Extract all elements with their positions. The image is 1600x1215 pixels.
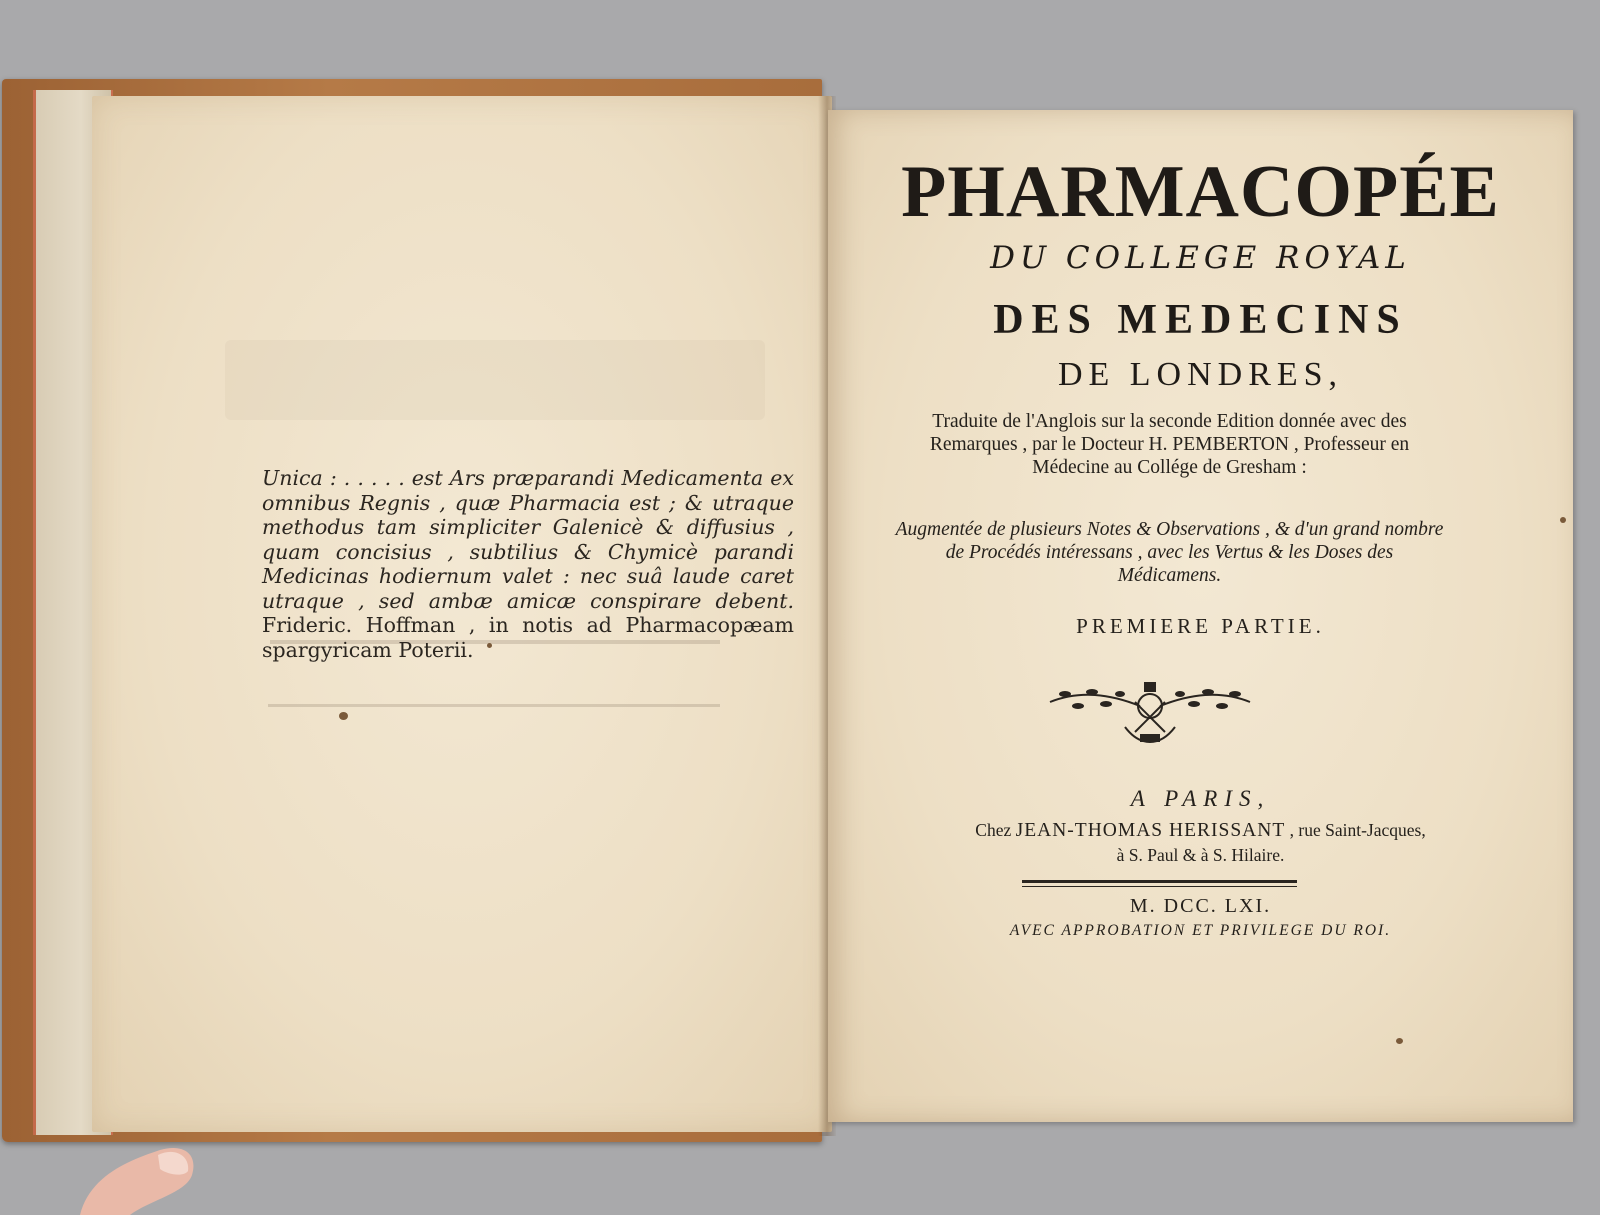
publisher-suffix: , rue Saint-Jacques, (1289, 820, 1426, 840)
publisher-address: à S. Paul & à S. Hilaire. (1116, 845, 1285, 865)
publisher-name: JEAN-THOMAS HERISSANT (1015, 820, 1286, 841)
bleed-through-shadow (225, 340, 765, 420)
book-title: PHARMACOPÉE (901, 151, 1500, 233)
foxing-spot (1396, 1038, 1403, 1044)
subtitle-college: DU COLLEGE ROYAL (990, 240, 1411, 276)
subtitle-medecins: DES MEDECINS (993, 297, 1408, 343)
epigraph (262, 466, 794, 662)
augmentation-note: Augmentée de plusieurs Notes & Observations , & d'un grand nombre de Procédés intéressans , avec les Vertus & les Doses des Médicamens. (895, 519, 1444, 586)
imprint-publisher (828, 818, 1573, 868)
double-rule (1022, 880, 1297, 883)
foxing-spot (1560, 517, 1566, 523)
imprint-place: A PARIS, (1130, 786, 1271, 811)
publisher-prefix: Chez (975, 820, 1012, 840)
epigraph-latin: Unica : . . . . . est Ars præparandi Medicamenta ex omnibus Regnis , quæ Pharmacia est ; & utraque methodus tam simpliciter Galenicè & diffusius , quam concisius , subtilius & Chymicè parandi Medicinas hodiernum valet : nec suâ laude caret utraque , sed ambæ amicæ conspirare debent. (262, 466, 794, 613)
foxing-spot (487, 643, 492, 648)
part-label: PREMIERE PARTIE. (1076, 614, 1325, 638)
floral-ornament-icon (1040, 672, 1260, 758)
bleed-through-shadow (268, 704, 720, 707)
foxing-spot (339, 712, 348, 720)
epigraph-attribution: Frideric. Hoffman , in notis ad Pharmacopæam spargyricam Poterii. (262, 613, 794, 662)
translation-note: Traduite de l'Anglois sur la seconde Edition donnée avec des Remarques , par le Docteur H. PEMBERTON , Professeur en Médecine au Collége de Gresham : (929, 411, 1410, 478)
approbation: AVEC APPROBATION ET PRIVILEGE DU ROI. (1009, 922, 1392, 939)
thumb (70, 1065, 200, 1215)
imprint-year: M. DCC. LXI. (1129, 895, 1272, 917)
double-rule-thin (1022, 886, 1297, 887)
subtitle-londres: DE LONDRES, (1057, 356, 1344, 393)
